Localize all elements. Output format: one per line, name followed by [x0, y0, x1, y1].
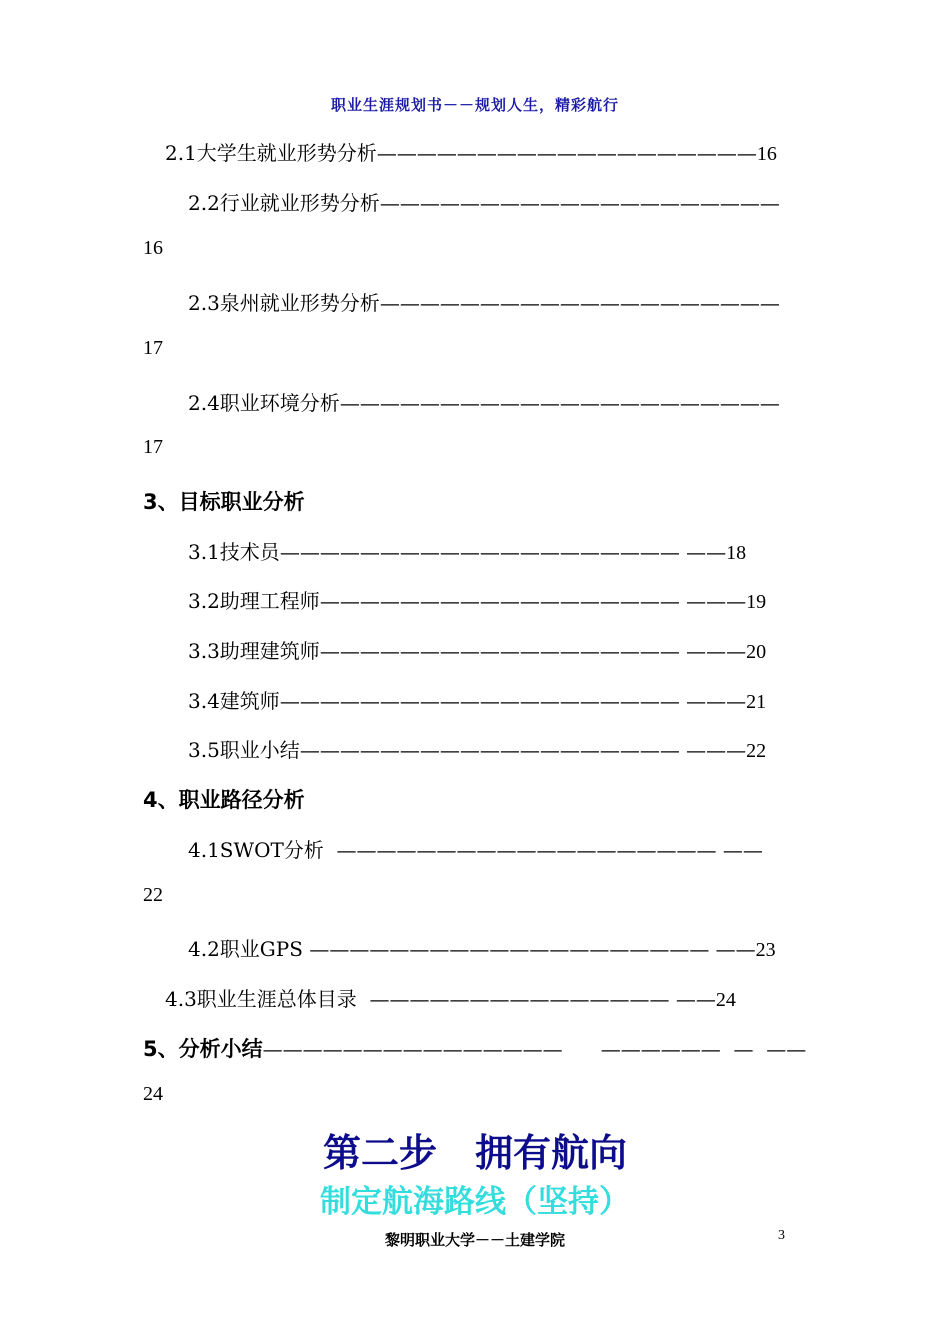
page-number: 3	[778, 1228, 785, 1243]
step-subtitle: 制定航海路线（坚持）	[320, 1184, 630, 1220]
toc-page: 22	[143, 884, 163, 906]
toc-page: 17	[143, 337, 163, 359]
toc-entry[interactable]	[188, 287, 780, 316]
toc-label: 3.5职业小结	[188, 738, 300, 762]
toc-page: 24	[715, 989, 736, 1011]
page-header: 职业生涯规划书－－规划人生，精彩航行	[330, 96, 619, 114]
toc-leader: ——————————————————————	[339, 391, 780, 415]
toc-page: 19	[746, 591, 767, 613]
toc-leader: ———————————————————— ——	[309, 937, 756, 961]
toc-section-heading: 5、分析小结	[143, 1037, 263, 1061]
step-title: 第二步 拥有航向	[322, 1131, 627, 1175]
toc-leader: ——————————————————— ——	[336, 838, 763, 862]
toc-entry[interactable]	[188, 635, 766, 664]
toc-page: 22	[746, 740, 767, 762]
toc-label: 4.2职业GPS	[188, 937, 303, 961]
toc-label: 2.2行业就业形势分析	[188, 191, 380, 215]
toc-label: 4.1SWOT分析	[188, 838, 324, 862]
toc-entry[interactable]	[165, 983, 736, 1012]
toc-label: 2.1大学生就业形势分析	[165, 141, 377, 165]
toc-entry[interactable]	[165, 137, 777, 166]
toc-entry[interactable]	[188, 734, 766, 763]
toc-entry[interactable]	[188, 536, 746, 565]
toc-section-heading[interactable]: 3、目标职业分析	[143, 490, 305, 514]
page-footer: 黎明职业大学－－土建学院	[384, 1231, 565, 1249]
toc-leader: ———————————————————— ———	[279, 689, 747, 713]
toc-leader: ————————————————————	[379, 291, 780, 315]
toc-label: 3.3助理建筑师	[188, 639, 320, 663]
toc-entry[interactable]	[188, 685, 766, 714]
toc-leader: ———————————————————— ——	[279, 540, 727, 564]
toc-entry[interactable]	[188, 585, 766, 614]
toc-leader: ——————————————— ——	[369, 987, 716, 1011]
toc-label: 4.3职业生涯总体目录	[165, 987, 357, 1011]
toc-label: 2.3泉州就业形势分析	[188, 291, 380, 315]
toc-page: 21	[746, 691, 767, 713]
toc-entry[interactable]	[188, 834, 763, 863]
toc-page: 16	[756, 143, 777, 165]
toc-entry[interactable]	[143, 1033, 806, 1063]
toc-page: 16	[143, 237, 163, 259]
toc-label: 3.4建筑师	[188, 689, 280, 713]
toc-leader: ———————————————————	[376, 141, 757, 165]
toc-leader: ————————————————————	[379, 191, 780, 215]
toc-page: 23	[755, 939, 776, 961]
toc-entry[interactable]	[188, 187, 780, 216]
toc-label: 3.2助理工程师	[188, 589, 320, 613]
toc-entry[interactable]	[188, 387, 780, 416]
toc-leader: ——————————————————— ———	[299, 738, 747, 762]
toc-leader: ——————————————— —————— — ——	[262, 1037, 807, 1061]
toc-label: 3.1技术员	[188, 540, 280, 564]
toc-leader: —————————————————— ———	[319, 589, 747, 613]
toc-page: 20	[746, 641, 767, 663]
toc-section-heading[interactable]: 4、职业路径分析	[143, 788, 305, 812]
toc-entry[interactable]	[188, 933, 776, 962]
toc-page: 24	[143, 1083, 163, 1105]
toc-label: 2.4职业环境分析	[188, 391, 340, 415]
toc-leader: —————————————————— ———	[319, 639, 747, 663]
toc-page: 17	[143, 436, 163, 458]
toc-page: 18	[726, 542, 747, 564]
